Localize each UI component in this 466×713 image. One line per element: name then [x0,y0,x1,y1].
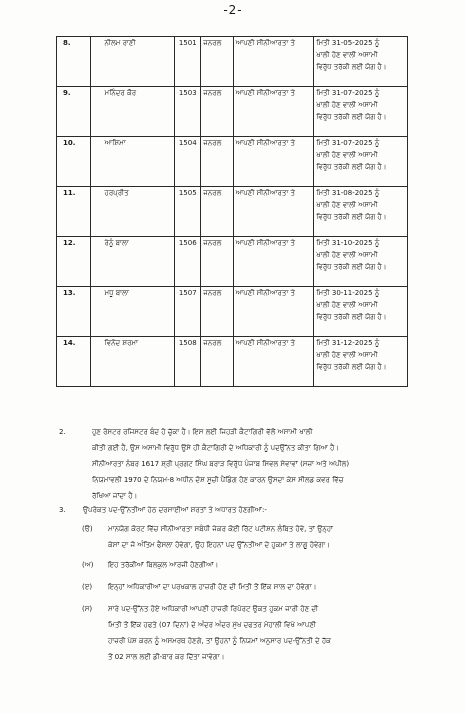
remarks-cell [314,287,408,337]
officer-name-cell: ਆਸ਼ਿਮਾ [90,137,175,187]
seniority-code-cell: 1503 [175,87,201,137]
category-cell: ਜਨਰਲ [201,337,233,387]
condition-b [82,557,410,573]
paragraph-2-line: ਸੀਨੀਆਰਤਾ ਨੰਬਰ 1617 ਸ਼੍ਰੀ ਪ੍ਰਗਟ ਸਿੰਘ ਬਰਾੜ ਵਿਰੁੱਧ ਪੰਜਾਬ ਸਿਵਲ ਸੇਵਾਵਾਂ (ਸਜ਼ਾ ਅਤੇ ਅਪੀਲ) [92,460,350,468]
remarks-cell [314,37,408,87]
remarks-line: ਖਾਲੀ ਹੋਣ ਵਾਲੀ ਅਸਾਮੀ [316,151,378,159]
seniority-code-cell: 1507 [175,287,201,337]
seniority-code-cell: 1504 [175,137,201,187]
serial-number-cell: 8. [57,37,91,87]
seniority-basis-cell: ਆਪਣੀ ਸੀਨੀਆਰਤਾ ਤੇ [233,37,314,87]
condition-d-line: ਹਾਜ਼ਰੀ ਪੇਸ਼ ਕਰਨ ਨੂੰ ਅਸਮਰਥ ਹੋਣਗੇ, ਤਾਂ ਉਹਨਾਂ ਨੂੰ ਨਿਯਮਾਂ ਅਨੁਸਾਰ ਪਦ-ਉੱਨਤੀ ਦੇ ਹੱਕ [108,637,331,645]
remarks-line: ਵਿਰੁੱਧ ਤਰੱਕੀ ਲਈ ਯੋਗ ਹੈ। [316,213,387,221]
paragraph-2-line: ਕੀਤੀ ਗਈ ਹੈ, ਉਸ ਅਸਾਮੀ ਵਿਰੁੱਧ ਉਸੇ ਹੀ ਕੈਟਾਗਿਰੀ ਦੇ ਅਧਿਕਾਰੀ ਨੂੰ ਪਦਉੱਨਤ ਕੀਤਾ ਗਿਆ ਹੈ। [92,444,340,452]
officer-name-cell: ਮਧੂ ਬਾਲਾ [90,287,175,337]
seniority-basis-cell: ਆਪਣੀ ਸੀਨੀਆਰਤਾ ਤੇ [233,237,314,287]
remarks-line: ਮਿਤੀ 31-07-2025 ਨੂੰ [316,89,380,97]
officer-name-cell: ਵਿਨੋਦ ਸ਼ਰਮਾ [90,337,175,387]
remarks-cell [314,137,408,187]
serial-number-cell: 14. [57,337,91,387]
table-row [57,187,408,237]
remarks-cell [314,187,408,237]
category-cell: ਜਨਰਲ [201,37,233,87]
paragraph-2-line: ਰੱਖਿਆ ਜਾਂਦਾ ਹੈ। [92,492,138,500]
seniority-code-cell: 1505 [175,187,201,237]
table-row [57,137,408,187]
remarks-line: ਮਿਤੀ 31-12-2025 ਨੂੰ [316,339,380,347]
serial-number-cell: 11. [57,187,91,237]
paragraph-2-line: ਹੁਣ ਰੋਸਟਰ ਰਜਿਸਟਰ ਬੰਦ ਹੋ ਚੁੱਕਾ ਹੈ। ਇਸ ਲਈ ਜਿਹੜੀ ਕੈਟਾਗਿਰੀ ਵੱਲੋਂ ਅਸਾਮੀ ਖਾਲੀ [92,428,313,436]
condition-b-mark: (ਅ) [82,561,94,569]
condition-d [82,601,410,665]
serial-number-cell: 12. [57,237,91,287]
remarks-line: ਖਾਲੀ ਹੋਣ ਵਾਲੀ ਅਸਾਮੀ [316,201,378,209]
serial-number-cell: 9. [57,87,91,137]
remarks-line: ਮਿਤੀ 31-05-2025 ਨੂੰ [316,39,380,47]
remarks-line: ਮਿਤੀ 31-08-2025 ਨੂੰ [316,189,380,197]
condition-d-line: ਮਿਤੀ ਤੋਂ ਇੱਕ ਹਫਤੇ (07 ਦਿਨਾਂ) ਦੇ ਅੰਦਰ ਅੰਦਰ ਮੁੱਖ ਦਫਤਰ ਮੋਹਾਲੀ ਵਿਖੇ ਆਪਣੀ [108,621,316,629]
condition-a-line: ਕੇਸਾਂ ਦਾ ਜੋ ਅੰਤਿਮ ਫੈਸਲਾ ਹੋਵੇਗਾ, ਉਹ ਇਹਨਾਂ ਪਦ ਉੱਨਤੀਆਂ ਦੇ ਹੁਕਮਾਂ ਤੇ ਲਾਗੂ ਹੋਵੇਗਾ। [108,541,331,549]
remarks-line: ਮਿਤੀ 31-07-2025 ਨੂੰ [316,139,380,147]
seniority-basis-cell: ਆਪਣੀ ਸੀਨੀਆਰਤਾ ਤੇ [233,287,314,337]
paragraph-2 [59,424,406,504]
remarks-line: ਵਿਰੁੱਧ ਤਰੱਕੀ ਲਈ ਯੋਗ ਹੈ। [316,63,387,71]
remarks-cell [314,237,408,287]
paragraph-3-number: 3. [59,506,66,514]
remarks-line: ਖਾਲੀ ਹੋਣ ਵਾਲੀ ਅਸਾਮੀ [316,251,378,259]
table-row [57,87,408,137]
remarks-line: ਵਿਰੁੱਧ ਤਰੱਕੀ ਲਈ ਯੋਗ ਹੈ। [316,113,387,121]
table-row [57,37,408,87]
remarks-line: ਖਾਲੀ ਹੋਣ ਵਾਲੀ ਅਸਾਮੀ [316,51,378,59]
seniority-code-cell: 1508 [175,337,201,387]
officer-name-cell: ਰੇਨੂੰ ਬਾਲਾ [90,237,175,287]
paragraph-3-heading [59,506,267,514]
serial-number-cell: 10. [57,137,91,187]
seniority-code-cell: 1501 [175,37,201,87]
officer-name-cell: ਹਰਪ੍ਰੀਤ [90,187,175,237]
condition-d-mark: (ਸ) [82,605,93,613]
paragraph-2-line: ਨਿਯਮਾਵਲੀ 1970 ਦੇ ਨਿਯਮ-8 ਅਧੀਨ ਦੋਸ਼ ਸੂਚੀ ਪੈਂਡਿੰਗ ਹੋਣ ਕਾਰਨ ਉਸਦਾ ਕੇਸ ਸੀਲਡ ਕਵਰ ਵਿੱਚ [92,476,344,484]
remarks-line: ਖਾਲੀ ਹੋਣ ਵਾਲੀ ਅਸਾਮੀ [316,351,378,359]
condition-a-line: ਮਾਨਯੋਗ ਕੋਰਟ ਵਿੱਚ ਸੀਨੀਆਰਤਾ ਸਬੰਧੀ ਜੇਕਰ ਕੋਈ ਰਿੱਟ ਪਟੀਸ਼ਨ ਲੰਬਿਤ ਹੋਵੇ, ਤਾਂ ਉਨ੍ਹਾਂ [108,525,333,533]
promotion-table [56,36,408,387]
seniority-basis-cell: ਆਪਣੀ ਸੀਨੀਆਰਤਾ ਤੇ [233,137,314,187]
condition-d-line: ਤੋਂ 02 ਸਾਲ ਲਈ ਡੀ-ਬਾਰ ਕਰ ਦਿੱਤਾ ਜਾਵੇਗਾ। [108,653,225,661]
table-row [57,337,408,387]
remarks-line: ਵਿਰੁੱਧ ਤਰੱਕੀ ਲਈ ਯੋਗ ਹੈ। [316,163,387,171]
seniority-code-cell: 1506 [175,237,201,287]
officer-name-cell: ਨੀਲਮ ਰਾਣੀ [90,37,175,87]
category-cell: ਜਨਰਲ [201,237,233,287]
condition-b-line: ਇਹ ਤਰੱਕੀਆਂ ਬਿਲਕੁਲ ਆਰਜੀ ਹੋਣਗੀਆਂ। [108,561,219,569]
condition-c-line: ਇਨ੍ਹਾਂ ਅਧਿਕਾਰੀਆਂ ਦਾ ਪਰਖਕਾਲ ਹਾਜ਼ਰੀ ਹੋਣ ਦੀ ਮਿਤੀ ਤੋਂ ਇੱਕ ਸਾਲ ਦਾ ਹੋਵੇਗਾ। [108,583,317,591]
table-row [57,287,408,337]
paragraph-2-number: 2. [59,428,66,436]
condition-c-mark: (ੲ) [82,583,93,591]
seniority-basis-cell: ਆਪਣੀ ਸੀਨੀਆਰਤਾ ਤੇ [233,187,314,237]
page-number: -2- [223,3,243,17]
condition-c [82,579,410,595]
remarks-line: ਵਿਰੁੱਧ ਤਰੱਕੀ ਲਈ ਯੋਗ ਹੈ। [316,363,387,371]
serial-number-cell: 13. [57,287,91,337]
remarks-cell [314,87,408,137]
remarks-line: ਖਾਲੀ ਹੋਣ ਵਾਲੀ ਅਸਾਮੀ [316,301,378,309]
table-row [57,237,408,287]
condition-a [82,521,410,553]
seniority-basis-cell: ਆਪਣੀ ਸੀਨੀਆਰਤਾ ਤੇ [233,87,314,137]
category-cell: ਜਨਰਲ [201,187,233,237]
paragraph-3-intro: ਉਪਰੋਕਤ ਪਦ-ਉੱਨਤੀਆਂ ਹੇਠ ਦਰਸਾਈਆਂ ਸ਼ਰਤਾਂ ਤੇ ਅਧਾਰਤ ਹੋਣਗੀਆਂ:- [83,506,267,514]
officer-name-cell: ਮਨਿੰਦਰ ਕੌਰ [90,87,175,137]
category-cell: ਜਨਰਲ [201,287,233,337]
category-cell: ਜਨਰਲ [201,87,233,137]
remarks-line: ਮਿਤੀ 31-10-2025 ਨੂੰ [316,239,380,247]
condition-a-mark: (ੳ) [82,525,93,533]
seniority-basis-cell: ਆਪਣੀ ਸੀਨੀਆਰਤਾ ਤੇ [233,337,314,387]
category-cell: ਜਨਰਲ [201,137,233,187]
remarks-line: ਖਾਲੀ ਹੋਣ ਵਾਲੀ ਅਸਾਮੀ [316,101,378,109]
remarks-cell [314,337,408,387]
condition-d-line: ਸਾਰੇ ਪਦ-ਉੱਨਤ ਹੋਏ ਅਧਿਕਾਰੀ ਆਪਣੀ ਹਾਜ਼ਰੀ ਰਿਪੋਰਟ ਉਕਤ ਹੁਕਮ ਜਾਰੀ ਹੋਣ ਦੀ [108,605,319,613]
remarks-line: ਵਿਰੁੱਧ ਤਰੱਕੀ ਲਈ ਯੋਗ ਹੈ। [316,263,387,271]
remarks-line: ਮਿਤੀ 30-11-2025 ਨੂੰ [316,289,380,297]
remarks-line: ਵਿਰੁੱਧ ਤਰੱਕੀ ਲਈ ਯੋਗ ਹੈ। [316,313,387,321]
